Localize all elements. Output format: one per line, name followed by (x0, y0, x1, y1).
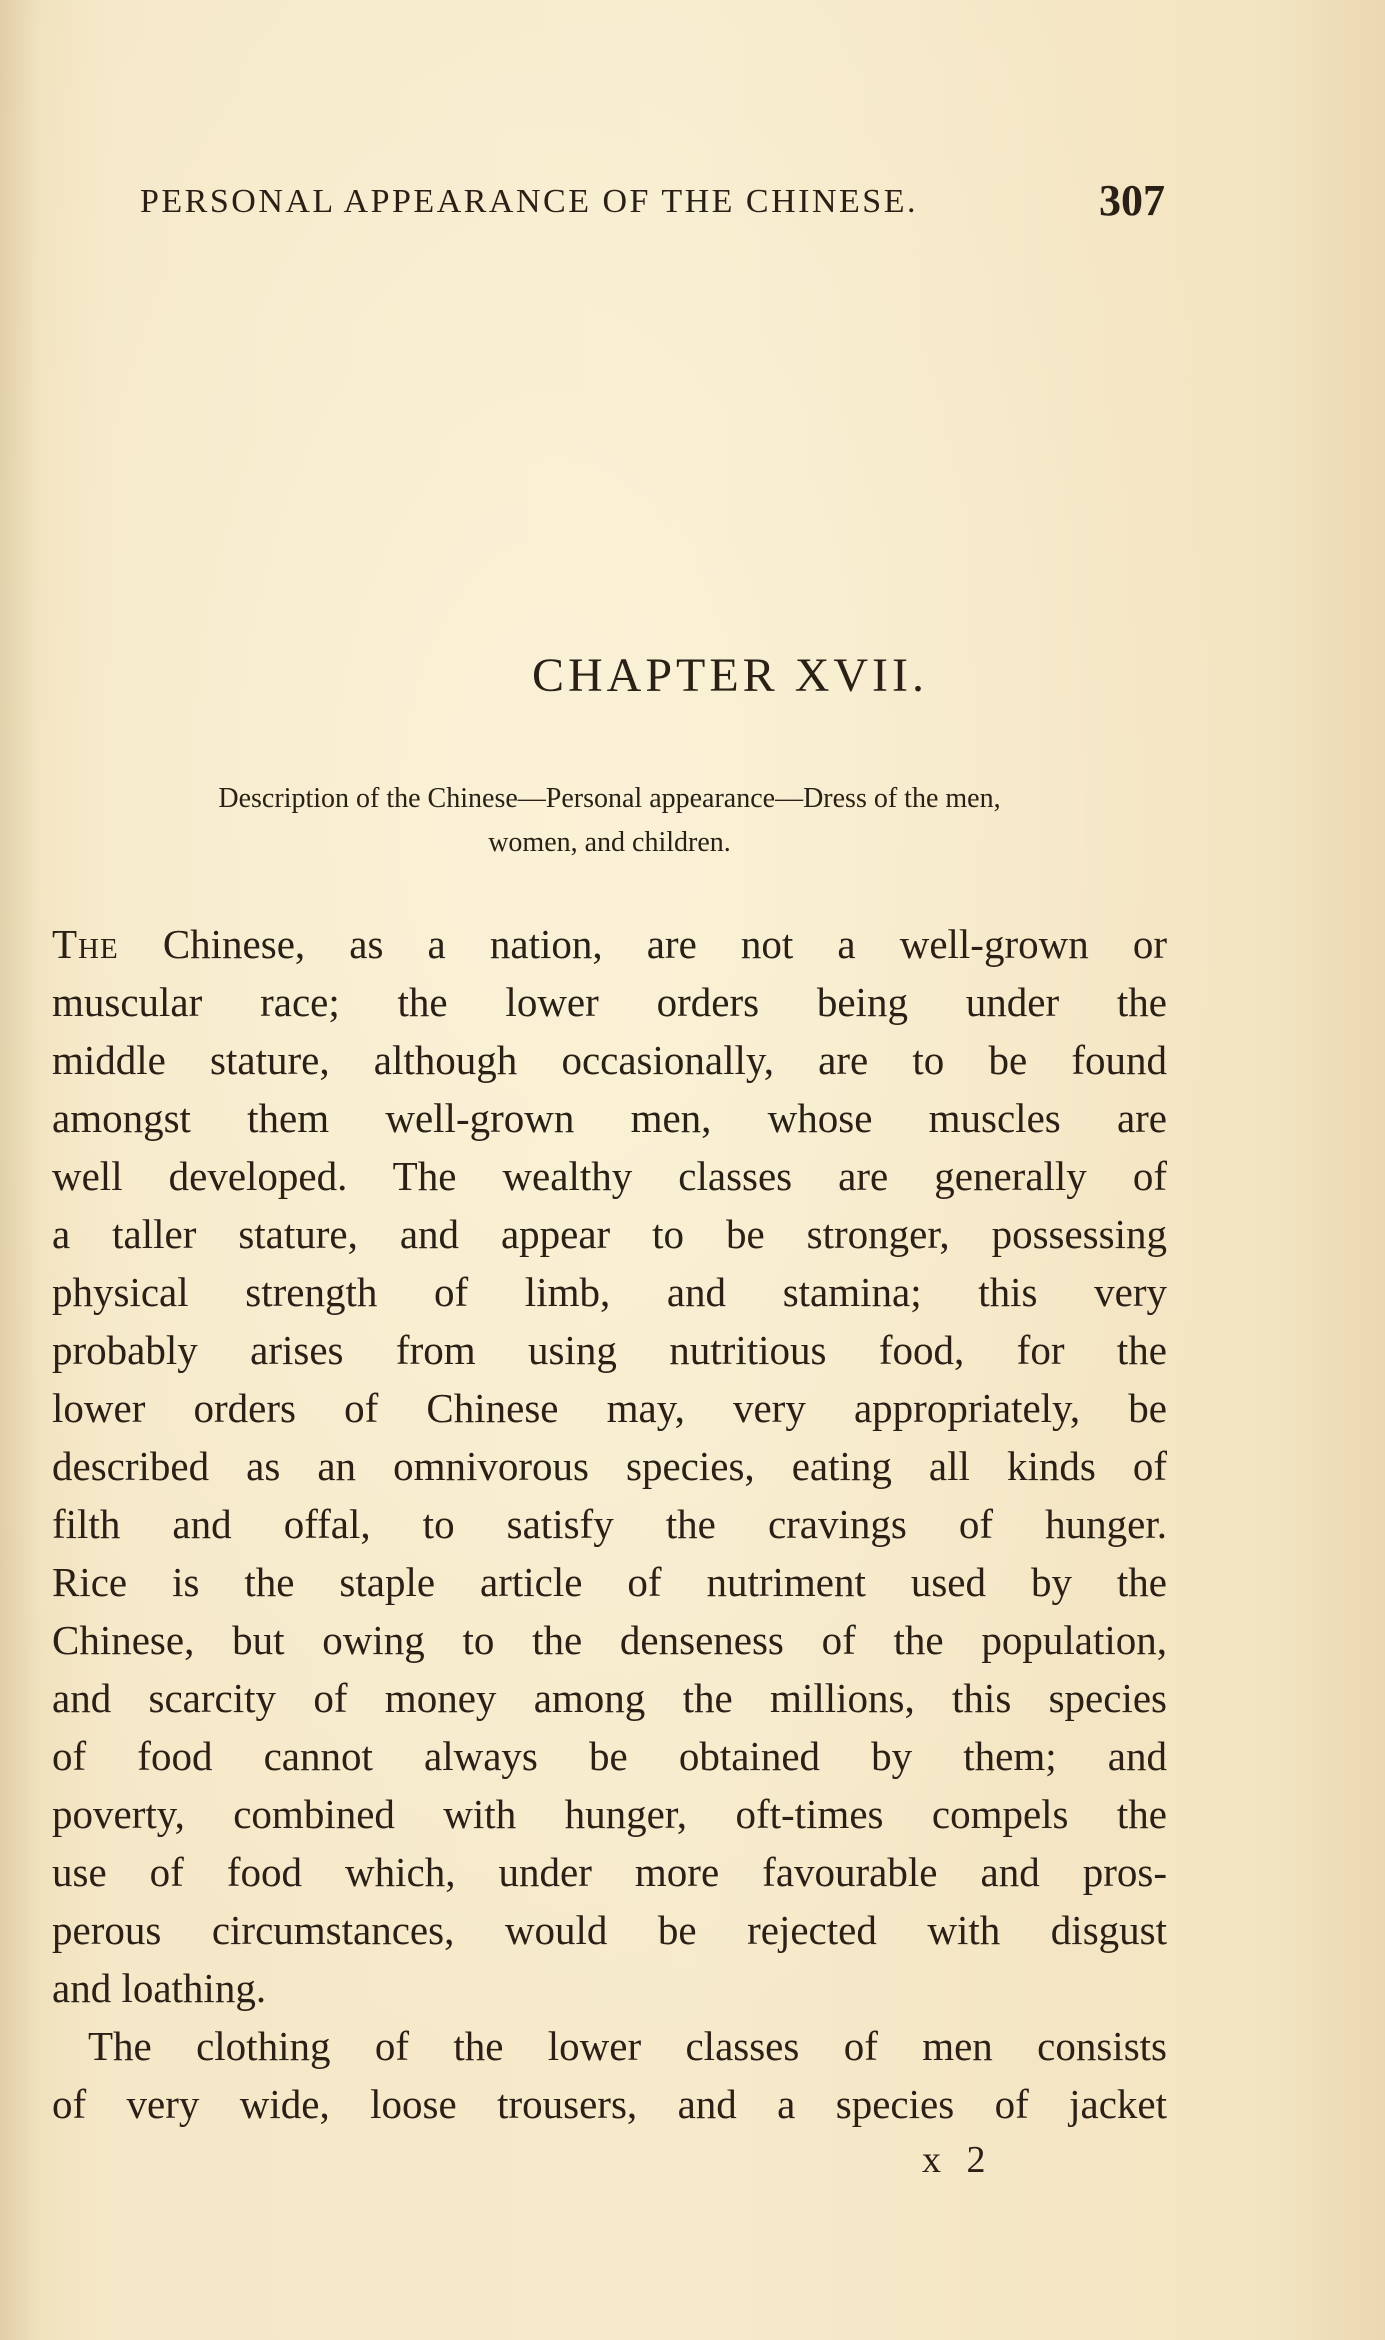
text-line: described as an omnivorous species, eating all kinds of (52, 1443, 1167, 1489)
text-line-content: Chinese, as a nation, are not a well-grown or (118, 921, 1167, 967)
text-line: use of food which, under more favourable and pros- (52, 1849, 1167, 1895)
text-line: middle stature, although occasionally, are to be found (52, 1037, 1167, 1083)
text-line: filth and offal, to satisfy the cravings of hunger. (52, 1501, 1167, 1547)
chapter-synopsis (52, 777, 1167, 865)
running-head (140, 175, 1165, 235)
text-line: a taller stature, and appear to be stronger, possessing (52, 1211, 1167, 1257)
text-line: poverty, combined with hunger, oft-times compels the (52, 1791, 1167, 1837)
gutter-shadow (0, 0, 40, 2340)
text-line: perous circumstances, would be rejected with disgust (52, 1907, 1167, 1953)
text-line: well developed. The wealthy classes are generally of (52, 1153, 1167, 1199)
signature-mark: x 2 (922, 2139, 994, 2181)
synopsis-line: women, and children. (488, 827, 731, 858)
body-text (52, 915, 1167, 2133)
running-title: PERSONAL APPEARANCE OF THE CHINESE. (140, 183, 918, 220)
drop-word: The (52, 921, 119, 967)
text-line: Rice is the staple article of nutriment used by the (52, 1559, 1167, 1605)
text-line: probably arises from using nutritious food, for the (52, 1327, 1167, 1373)
text-line (52, 915, 1167, 973)
text-line: amongst them well-grown men, whose muscles are (52, 1095, 1167, 1141)
text-line: and loathing. (52, 1965, 267, 2011)
text-line: of food cannot always be obtained by them; and (52, 1733, 1167, 1779)
chapter-title: CHAPTER XVII. (532, 649, 928, 702)
text-line: of very wide, loose trousers, and a species of jacket (52, 2081, 1167, 2127)
text-line: and scarcity of money among the millions, this species (52, 1675, 1167, 1721)
text-line: physical strength of limb, and stamina; this very (52, 1269, 1167, 1315)
text-line: lower orders of Chinese may, very appropriately, be (52, 1385, 1167, 1431)
text-line: muscular race; the lower orders being under the (52, 979, 1167, 1025)
page-number: 307 (1099, 176, 1165, 225)
synopsis-line: Description of the Chinese—Personal appearance—Dress of the men, (218, 783, 1001, 814)
text-line: Chinese, but owing to the denseness of the population, (52, 1617, 1167, 1663)
text-line: The clothing of the lower classes of men consists (88, 2023, 1167, 2069)
